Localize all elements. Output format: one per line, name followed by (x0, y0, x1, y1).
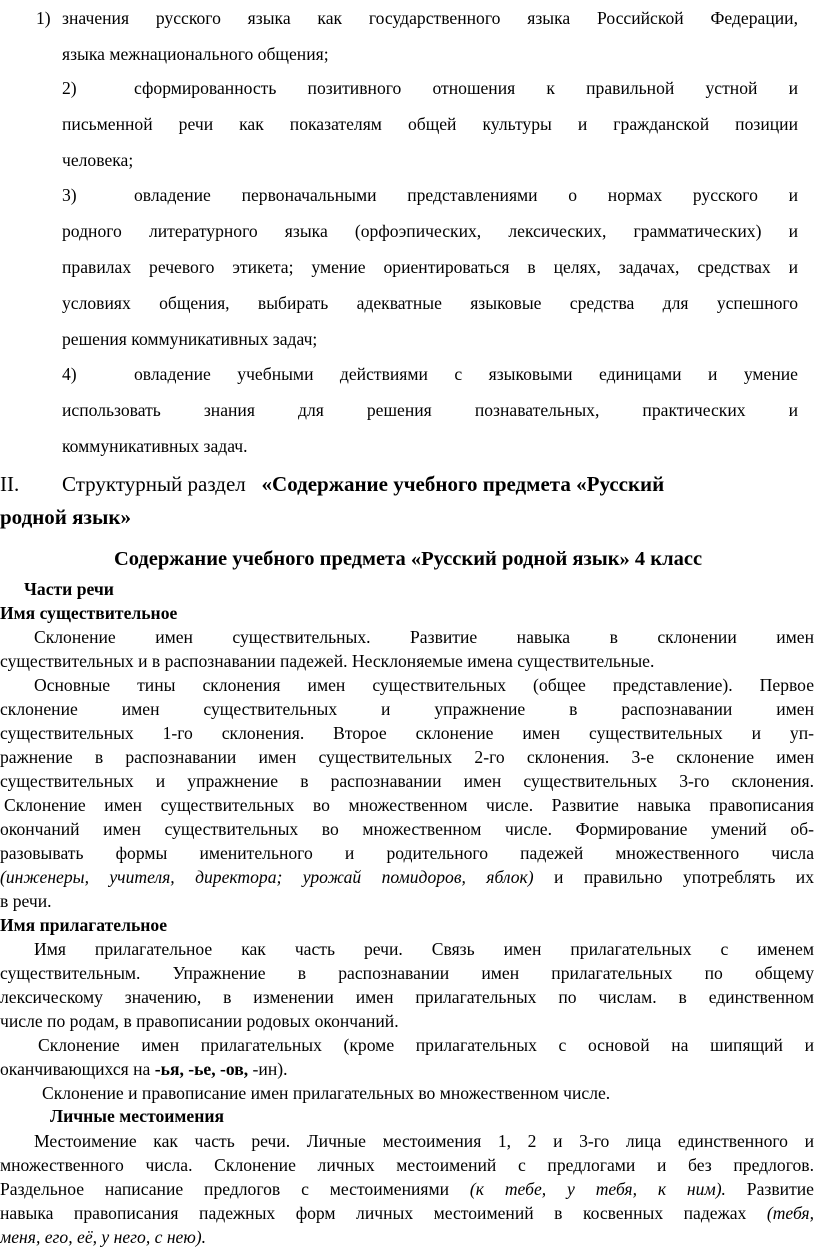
list-item-2 (62, 70, 798, 178)
list-number-2: 2) (62, 78, 77, 98)
pronoun-paragraph (0, 1130, 814, 1250)
adjective-paragraph-3 (0, 1082, 814, 1106)
list-item-3-line: правилах речевого этикета; умение ориентироваться в целях, задачах, средствах и (62, 257, 798, 277)
list-number-3: 3) (62, 185, 77, 205)
list-item-2-line: 2) сформированность позитивного отношения к правильной устной и (62, 70, 798, 106)
text-line: существительных и в распознавании падежей. Несклоняемые имена существительные. (0, 650, 655, 671)
text-line: лексическому значению, в изменении имен прилагательных по числам. в единственном (0, 986, 814, 1007)
noun-heading: Имя существительное (0, 603, 178, 623)
text-line: Склонение имен существительных. Развитие навыка в склонении имен (34, 627, 814, 647)
list-item-2-line: письменной речи как показателям общей культуры и гражданской позиции (62, 114, 798, 134)
list-number-4: 4) (62, 364, 77, 384)
section-title: «Содержание учебного предмета «Русский (261, 472, 665, 496)
text-line: Раздельное написание предлогов с местоимениями (к тебе, у тебя, к ним). Развитие (0, 1178, 814, 1199)
endings-bold: -ья, -ье, -ов, (154, 1058, 249, 1079)
list-item-3-line: родного литературного языка (орфоэпических, лексических, грамматических) и (62, 221, 798, 241)
section-prefix: Структурный раздел (62, 472, 246, 496)
text-line: склонение имен существительных и упражнение в распознавании имен (0, 698, 814, 719)
adjective-paragraph-2 (0, 1034, 814, 1082)
text-line: навыка правописания падежных форм личных местоимений в косвенных падежах (тебя, (0, 1202, 814, 1223)
text-line: Основные тины склонения имен существительных (общее представление). Первое (34, 675, 814, 695)
examples-italic: (тебя, (766, 1202, 814, 1223)
adjective-heading: Имя прилагательное (0, 915, 168, 935)
text-line: существительным. Упражнение в распознавании имен прилагательных по общему (0, 962, 814, 983)
section-roman-number: II. (0, 472, 20, 496)
text-line: ражнение в распознавании имен существительных 2-го склонения. 3-е склонение имен (0, 746, 814, 767)
section-title-cont: родной язык» (0, 505, 131, 529)
pronoun-heading: Личные местоимения (50, 1106, 224, 1126)
list-item-1-line: значения русского языка как государственного языка Российской Федерации, (62, 8, 798, 28)
list-item-4-line: использовать знания для решения познавательных, практических и (62, 400, 798, 420)
list-item-3 (62, 177, 798, 357)
text-line: разовывать формы именительного и родительного падежей множественного числа (0, 842, 814, 863)
list-item-4-line: коммуникативных задач. (62, 436, 248, 456)
text-line: множественного числа. Склонение личных местоимений с предлогами и без предлогов. (0, 1154, 814, 1175)
list-item-1 (62, 0, 798, 72)
text-line: Имя прилагательное как часть речи. Связь имен прилагательных с именем (34, 939, 814, 959)
list-item-3-line: 3) овладение первоначальными представлениями о нормах русского и (62, 177, 798, 213)
list-number-1: 1) (36, 8, 51, 28)
text-line: Склонение имен существительных во множественном числе. Развитие навыка правописания (4, 795, 814, 815)
text-line: оканчивающихся на -ья, -ье, -ов, -ин). (0, 1058, 288, 1079)
list-item-2-line: человека; (62, 150, 134, 170)
content-title: Содержание учебного предмета «Русский родной язык» 4 класс (113, 548, 703, 570)
text-line: в речи. (0, 890, 52, 911)
text-line: Склонение имен прилагательных (кроме прилагательных с основой на шипящий и (38, 1035, 814, 1055)
list-item-4 (62, 356, 798, 464)
examples-italic: меня, его, её, у него, с нею). (0, 1226, 207, 1247)
text-line: числе по родам, в правописании родовых окончаний. (0, 1010, 399, 1031)
adjective-paragraph-1 (0, 938, 814, 1034)
text-line: существительных и упражнение в распознавании имен существительных 3-го склонения. (0, 770, 814, 791)
examples-italic: (инженеры, учителя, директора; урожай помидоров, яблок) (0, 866, 534, 887)
list-item-3-line: условиях общения, выбирать адекватные языковые средства для успешного (62, 293, 798, 313)
text-line: (инженеры, учителя, директора; урожай помидоров, яблок) и правильно употреблять их (0, 866, 814, 887)
list-item-4-line: 4) овладение учебными действиями с языковыми единицами и умение (62, 356, 798, 392)
text-line: Местоимение как часть речи. Личные местоимения 1, 2 и 3-го лица единственного и (34, 1131, 814, 1151)
parts-of-speech-heading: Части речи (24, 579, 114, 599)
noun-paragraph-1 (0, 626, 814, 674)
text-line: Склонение и правописание имен прилагательных во множественном числе. (42, 1083, 611, 1103)
text-line (0, 1226, 814, 1250)
noun-paragraph-3 (0, 794, 814, 914)
list-item-3-line: решения коммуникативных задач; (62, 329, 318, 349)
text-line: существительных 1-го склонения. Второе склонение имен существительных и уп- (0, 722, 814, 743)
list-item-1-line: языка межнационального общения; (62, 44, 329, 64)
noun-paragraph-2 (0, 674, 814, 794)
text-line: окончаний имен существительных во множественном числе. Формирование умений об- (0, 818, 814, 839)
section-heading (0, 468, 810, 534)
examples-italic: (к тебе, у тебя, к ним). (469, 1178, 726, 1199)
